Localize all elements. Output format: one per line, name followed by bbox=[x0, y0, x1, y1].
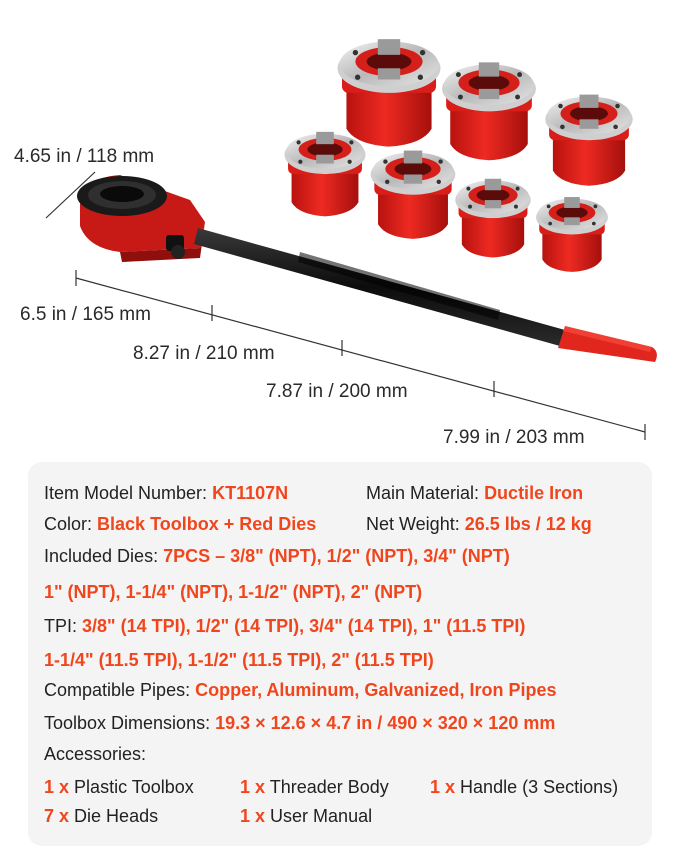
dies-line2: 1" (NPT), 1-1/4" (NPT), 1-1/2" (NPT), 2" (NPT) bbox=[44, 582, 423, 602]
accessory-name: Threader Body bbox=[269, 777, 389, 797]
accessory-qty: 1 x bbox=[240, 777, 266, 797]
die-head-5 bbox=[371, 151, 456, 239]
die-head-2 bbox=[442, 62, 536, 160]
accessory-name: User Manual bbox=[270, 806, 373, 826]
accessories-label: Accessories: bbox=[44, 744, 147, 764]
die-head-6 bbox=[455, 179, 530, 258]
tpi-line2: 1-1/4" (11.5 TPI), 1-1/2" (11.5 TPI), 2" (11.5 TPI) bbox=[44, 650, 434, 670]
toolbox-row bbox=[44, 713, 555, 734]
accessory-name: Plastic Toolbox bbox=[74, 777, 194, 797]
tpi-label: TPI: bbox=[44, 616, 78, 636]
material-row bbox=[366, 483, 583, 504]
accessory-item bbox=[240, 777, 389, 798]
model-label: Item Model Number: bbox=[44, 483, 208, 503]
weight-label: Net Weight: bbox=[366, 514, 460, 534]
accessory-item bbox=[240, 806, 372, 827]
dies-row-2 bbox=[44, 582, 422, 603]
tpi-line1: 3/8" (14 TPI), 1/2" (14 TPI), 3/4" (14 TPI), 1" (11.5 TPI) bbox=[82, 616, 526, 636]
handle-section3-dimension: 7.99 in / 203 mm bbox=[443, 427, 585, 448]
head-height-dimension: 4.65 in / 118 mm bbox=[14, 146, 155, 167]
pipes-label: Compatible Pipes: bbox=[44, 680, 191, 700]
die-head-3 bbox=[545, 95, 632, 186]
weight-value: 26.5 lbs / 12 kg bbox=[464, 514, 592, 534]
accessory-qty: 7 x bbox=[44, 806, 70, 826]
toolbox-value: 19.3 × 12.6 × 4.7 in / 490 × 320 × 120 mm bbox=[215, 713, 556, 733]
dies-line1: 7PCS – 3/8" (NPT), 1/2" (NPT), 3/4" (NPT) bbox=[163, 546, 510, 566]
material-label: Main Material: bbox=[366, 483, 480, 503]
model-row bbox=[44, 483, 288, 504]
accessory-qty: 1 x bbox=[430, 777, 456, 797]
weight-row bbox=[366, 514, 592, 535]
accessory-item bbox=[44, 777, 194, 798]
accessory-name: Die Heads bbox=[74, 806, 159, 826]
die-head-1 bbox=[337, 39, 440, 147]
accessory-qty: 1 x bbox=[240, 806, 266, 826]
dies-label: Included Dies: bbox=[44, 546, 159, 566]
color-value: Black Toolbox + Red Dies bbox=[97, 514, 317, 534]
model-value: KT1107N bbox=[212, 483, 289, 503]
handle-section1-dimension: 8.27 in / 210 mm bbox=[133, 343, 275, 364]
color-row bbox=[44, 514, 316, 535]
accessory-qty: 1 x bbox=[44, 777, 70, 797]
dies-row bbox=[44, 546, 510, 567]
material-value: Ductile Iron bbox=[484, 483, 584, 503]
head-width-dimension: 6.5 in / 165 mm bbox=[20, 304, 151, 325]
toolbox-label: Toolbox Dimensions: bbox=[44, 713, 211, 733]
die-head-4 bbox=[285, 132, 366, 216]
tpi-row bbox=[44, 616, 525, 637]
pipes-row bbox=[44, 680, 557, 701]
accessory-name: Handle (3 Sections) bbox=[460, 777, 619, 797]
color-label: Color: bbox=[44, 514, 93, 534]
tpi-row-2 bbox=[44, 650, 434, 671]
threader-body bbox=[77, 175, 205, 262]
pipes-value: Copper, Aluminum, Galvanized, Iron Pipes bbox=[195, 680, 557, 700]
accessory-item bbox=[430, 777, 618, 798]
accessories-heading bbox=[44, 744, 146, 765]
die-head-7 bbox=[536, 197, 608, 272]
handle-section2-dimension: 7.87 in / 200 mm bbox=[266, 381, 408, 402]
accessory-item bbox=[44, 806, 158, 827]
